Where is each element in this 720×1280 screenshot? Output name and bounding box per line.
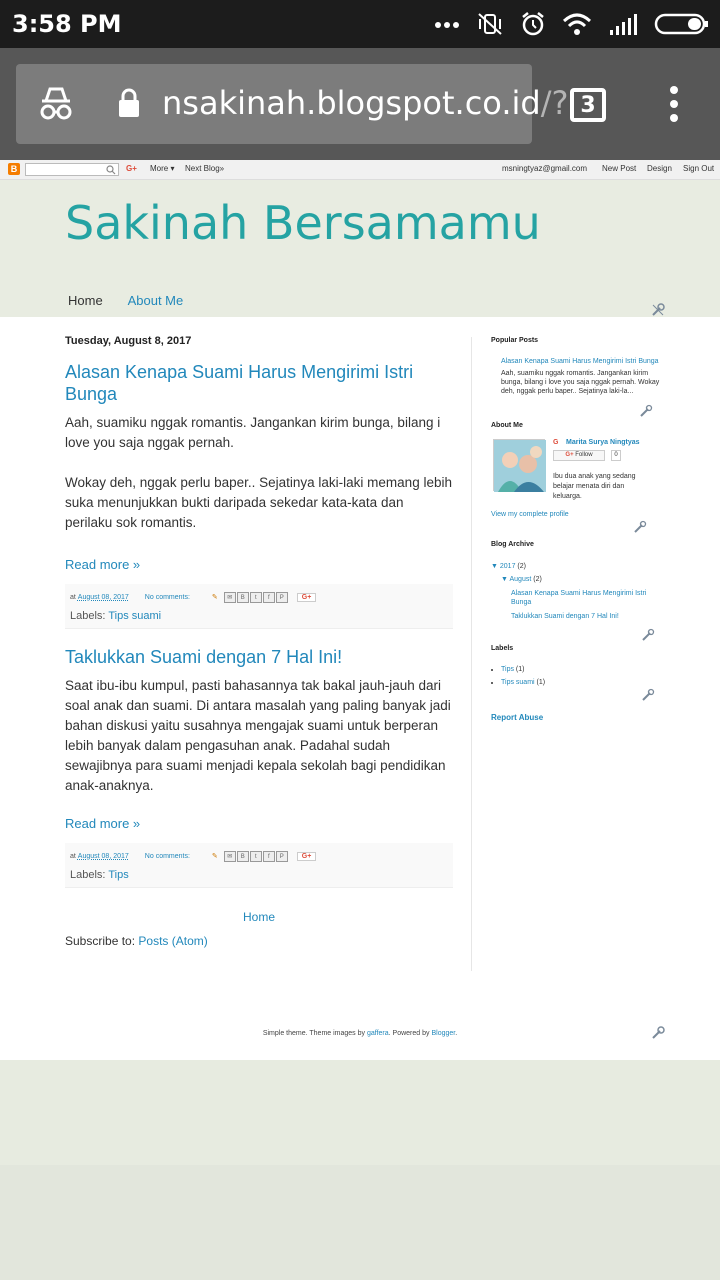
share-buttons xyxy=(224,592,289,603)
tab-switcher-button[interactable]: 3 xyxy=(570,88,606,122)
post-footer xyxy=(65,843,453,888)
archive-year-link[interactable]: 2017 xyxy=(499,563,516,570)
edit-pencil-icon[interactable]: ✎ xyxy=(211,594,218,601)
page-tabs xyxy=(68,293,205,308)
share-buttons xyxy=(224,851,289,862)
follow-count: 0 xyxy=(611,450,621,461)
popular-post-link[interactable]: Alasan Kenapa Suami Harus Mengirimi Istri Bunga xyxy=(501,358,659,365)
archive-toggle-icon[interactable]: ▼ xyxy=(501,576,508,583)
post-body xyxy=(65,413,453,533)
post-footer-at: at xyxy=(70,852,76,860)
more-menu[interactable]: More ▾ xyxy=(150,164,175,173)
post-title[interactable]: Taklukkan Suami dengan 7 Hal Ini! xyxy=(65,647,343,667)
sidebar xyxy=(491,337,661,722)
archive-month-count: (2) xyxy=(533,576,542,583)
column-divider xyxy=(471,337,472,971)
subscribe-prefix: Subscribe to: xyxy=(65,934,136,948)
wifi-icon xyxy=(562,12,592,36)
more-menu-label: More xyxy=(150,164,169,173)
blog-title[interactable]: Sakinah Bersamamu xyxy=(65,196,541,250)
home-link[interactable]: Home xyxy=(242,910,275,924)
content-area xyxy=(0,317,720,1060)
status-icons xyxy=(434,10,710,38)
view-profile-link[interactable]: View my complete profile xyxy=(491,511,569,518)
archive-year-count: (2) xyxy=(517,563,526,570)
footer-credit xyxy=(0,1030,720,1037)
label-link[interactable]: Tips xyxy=(108,869,129,881)
follow-button[interactable]: G+ Follow xyxy=(553,450,605,461)
sign-out-link[interactable]: Sign Out xyxy=(683,164,715,173)
credit-text: . Powered by xyxy=(388,1030,430,1037)
design-link[interactable]: Design xyxy=(647,164,672,173)
report-abuse-link[interactable]: Report Abuse xyxy=(491,713,544,722)
post-paragraph: Aah, suamiku nggak romantis. Jangankan kirim bunga, bilang i love you saja nggak pernah. xyxy=(65,415,441,450)
credit-text: Simple theme. Theme images by xyxy=(262,1030,366,1037)
archive-post-link[interactable]: Taklukkan Suami dengan 7 Hal Ini! xyxy=(511,613,619,620)
url-text xyxy=(162,84,568,122)
tab-about-me[interactable]: About Me xyxy=(127,293,184,308)
archive-post-link[interactable]: Alasan Kenapa Suami Harus Mengirimi Istri Bunga xyxy=(511,590,647,606)
main-column xyxy=(65,335,453,948)
google-plus-icon[interactable]: G+ xyxy=(297,852,317,861)
battery-icon xyxy=(654,12,710,36)
list-item xyxy=(501,676,661,689)
vibrate-off-icon xyxy=(476,11,504,37)
tab-home[interactable]: Home xyxy=(68,293,103,308)
avatar[interactable] xyxy=(493,439,545,491)
facebook-share-icon[interactable]: f xyxy=(263,851,275,862)
labels-prefix: Labels: xyxy=(70,610,106,622)
edit-widget-icon[interactable] xyxy=(642,629,654,641)
address-bar[interactable] xyxy=(96,64,569,144)
list-item xyxy=(501,663,661,676)
label-link[interactable]: Tips suami xyxy=(108,610,162,622)
edit-widget-icon[interactable] xyxy=(651,303,665,317)
credit-period: . xyxy=(455,1030,458,1037)
browser-menu-icon[interactable] xyxy=(664,86,684,122)
labels-title: Labels xyxy=(491,645,514,652)
blogger-logo-icon[interactable]: B xyxy=(8,163,20,175)
post-paragraph: Saat ibu-ibu kumpul, pasti bahasannya tak bakal jauh-jauh dari soal anak dan suami. Di antara masalah yang paling banyak jadi bahan diskusi yaitu susahnya mengajak suami untuk berperan lebih banyak dalam pengasuhan anak. Padahal sudah sewajibnya para suami menjadi kepala sekolah bagi pendidikan anak-anaknya. xyxy=(65,678,451,793)
new-post-link[interactable]: New Post xyxy=(602,164,637,173)
read-more-link[interactable]: Read more » xyxy=(65,557,141,572)
follow-label: Follow xyxy=(575,452,593,458)
profile-description: Ibu dua anak yang sedang belajar menata diri dan keluarga. xyxy=(553,473,636,500)
google-plus-profile-icon[interactable]: G xyxy=(553,439,559,446)
popular-post-snippet: Aah, suamiku nggak romantis. Jangankan kirim bunga, bilang i love you saja nggak pernah. Wokay deh, nggak perlu baper.. Sejatinya laki-la... xyxy=(501,370,660,395)
pinterest-share-icon[interactable]: P xyxy=(276,851,288,862)
labels-list xyxy=(491,663,661,689)
blog-header xyxy=(0,180,720,317)
subscribe-atom-link[interactable]: Posts (Atom) xyxy=(138,934,208,948)
url-path: /? xyxy=(540,84,569,122)
search-icon[interactable] xyxy=(106,165,116,175)
alarm-icon xyxy=(520,11,546,37)
user-email[interactable]: msningtyaz@gmail.com xyxy=(502,164,588,173)
post-footer-at: at xyxy=(70,593,76,601)
read-more-link[interactable]: Read more » xyxy=(65,816,141,831)
label-link[interactable]: Tips xyxy=(501,666,514,673)
post-timestamp-link[interactable]: August 08, 2017 xyxy=(77,852,129,860)
edit-widget-icon[interactable] xyxy=(651,1026,665,1040)
status-time: 3:58 PM xyxy=(12,10,122,38)
pinterest-share-icon[interactable]: P xyxy=(276,592,288,603)
email-share-icon[interactable]: ✉ xyxy=(224,851,236,862)
blogger-navbar xyxy=(0,160,720,180)
archive-list xyxy=(491,560,661,623)
date-header: Tuesday, August 8, 2017 xyxy=(65,335,192,347)
popular-posts-title: Popular Posts xyxy=(491,337,539,344)
label-count: (1) xyxy=(515,666,525,673)
blog-archive-title: Blog Archive xyxy=(491,541,534,548)
about-me-title: About Me xyxy=(491,422,523,429)
next-blog-link[interactable]: Next Blog» xyxy=(185,164,225,173)
comments-link[interactable]: No comments: xyxy=(144,593,190,601)
labels-prefix: Labels: xyxy=(70,869,106,881)
signal-icon xyxy=(608,12,638,36)
credit-blogger-link[interactable]: Blogger xyxy=(431,1030,456,1037)
post-paragraph: Wokay deh, nggak perlu baper.. Sejatinya laki-laki memang lebih suka menunjukkan bukti daripada sekedar kata-kata dan perilaku sok romantis. xyxy=(65,475,452,530)
comments-link[interactable]: No comments: xyxy=(144,852,190,860)
google-plus-share-icon[interactable]: G+ xyxy=(126,164,137,173)
subscribe-line xyxy=(65,934,453,948)
google-plus-icon[interactable]: G+ xyxy=(297,593,317,602)
blog-this-icon[interactable]: B xyxy=(237,851,249,862)
post-footer xyxy=(65,584,453,629)
status-bar xyxy=(0,0,720,48)
twitter-share-icon[interactable]: t xyxy=(250,851,262,862)
incognito-icon xyxy=(16,64,96,144)
credit-author-link[interactable]: gaffera xyxy=(366,1030,389,1037)
twitter-share-icon[interactable]: t xyxy=(250,592,262,603)
edit-widget-icon[interactable] xyxy=(634,521,646,533)
label-count: (1) xyxy=(536,679,546,686)
blog-search-input[interactable] xyxy=(25,163,119,176)
archive-month-link[interactable]: August xyxy=(509,576,532,583)
browser-toolbar xyxy=(0,48,720,160)
page-background xyxy=(0,1060,720,1280)
edit-pencil-icon[interactable]: ✎ xyxy=(211,853,218,860)
archive-toggle-icon[interactable]: ▼ xyxy=(491,563,498,570)
profile-name[interactable]: Marita Surya Ningtyas xyxy=(566,439,640,446)
url-main: nsakinah.blogspot.co.id xyxy=(162,84,541,122)
facebook-share-icon[interactable]: f xyxy=(263,592,275,603)
lock-icon xyxy=(118,88,140,118)
edit-widget-icon[interactable] xyxy=(642,689,654,701)
post-timestamp-link[interactable]: August 08, 2017 xyxy=(77,593,129,601)
post-body xyxy=(65,676,453,796)
profile-card xyxy=(491,439,661,511)
post-title[interactable]: Alasan Kenapa Suami Harus Mengirimi Istri Bunga xyxy=(65,362,414,404)
blog-this-icon[interactable]: B xyxy=(237,592,249,603)
email-share-icon[interactable]: ✉ xyxy=(224,592,236,603)
edit-widget-icon[interactable] xyxy=(640,405,652,417)
more-notifications-icon xyxy=(434,19,460,29)
label-link[interactable]: Tips suami xyxy=(501,679,535,686)
